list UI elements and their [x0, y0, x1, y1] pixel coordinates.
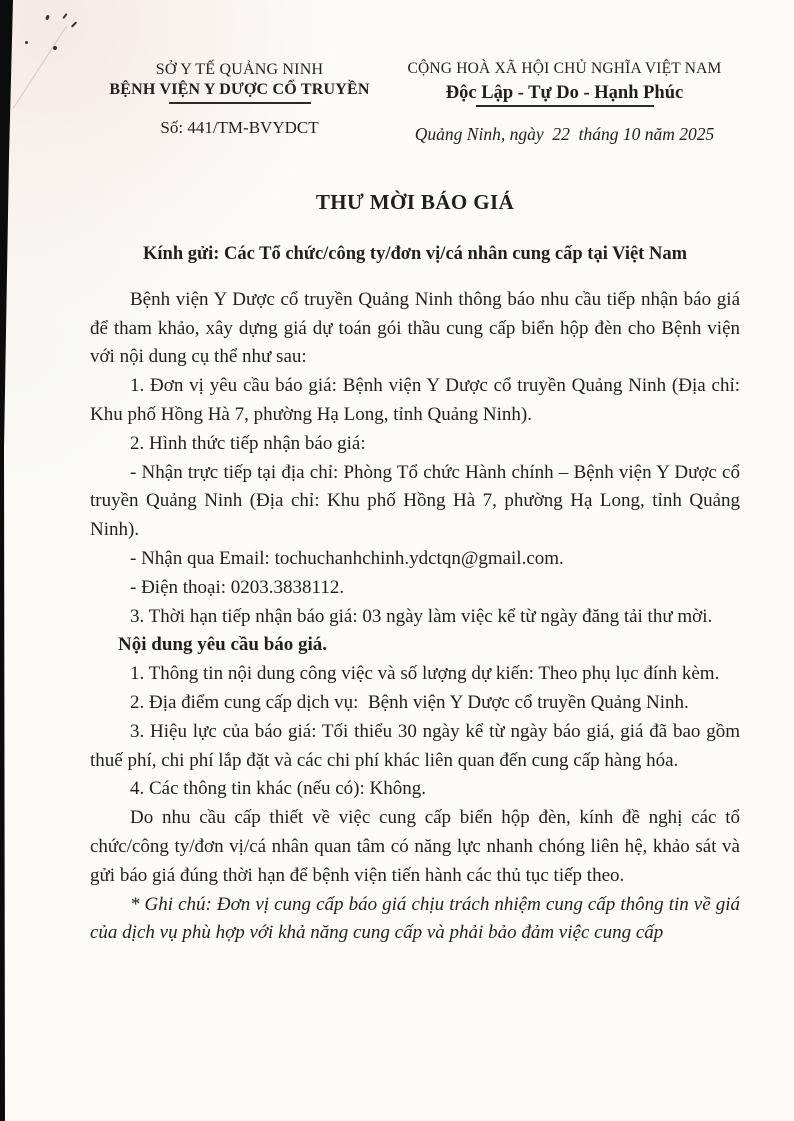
paragraph-item-2-receipt-method: 2. Hình thức tiếp nhận báo giá:: [130, 432, 366, 454]
national-heading-block: [389, 60, 740, 146]
national-motto-line2: Độc Lập - Tự Do - Hạnh Phúc: [445, 82, 684, 103]
paragraph-intro: Bệnh viện Y Dược cổ truyền Quảng Ninh thông báo nhu cầu tiếp nhận báo giá để tham khảo, xây dựng giá dự toán gói thầu cung cấp biển hộp đèn cho Bệnh viện với nội dung cụ thể như sau:: [90, 288, 740, 368]
paragraph-note: * Ghi chú: Đơn vị cung cấp báo giá chịu trách nhiệm cung cấp thông tin về giá của dịch vụ phù hợp với khả năng cung cấp và phải bảo đảm việc cung cấp: [90, 893, 740, 944]
org-name-underline: [169, 102, 311, 104]
motto-underline: [476, 105, 654, 107]
parent-org-name: SỞ Y TẾ QUẢNG NINH: [155, 61, 324, 78]
document-title: THƯ MỜI BÁO GIÁ: [315, 189, 515, 214]
paragraph-content-2-location: 2. Địa điểm cung cấp dịch vụ: Bệnh viện Y Dược cổ truyền Quảng Ninh.: [130, 691, 689, 713]
paragraph-receipt-direct: - Nhận trực tiếp tại địa chỉ: Phòng Tổ chức Hành chính – Bệnh viện Y Dược cổ truyền Quảng Ninh (Địa chỉ: Khu phố Hồng Hà 7, phường Hạ Long, tỉnh Quảng Ninh).: [90, 461, 740, 541]
paragraph-item-1-requesting-unit: 1. Đơn vị yêu cầu báo giá: Bệnh viện Y Dược cổ truyền Quảng Ninh (Địa chỉ: Khu phố Hồng Hà 7, phường Hạ Long, tỉnh Quảng Ninh).: [90, 375, 740, 425]
paragraph-closing-request: Do nhu cầu cấp thiết về việc cung cấp biển hộp đèn, kính đề nghị các tổ chức/công ty/đơn vị/cá nhân quan tâm có năng lực nhanh chóng liên hệ, khảo sát và gửi báo giá đúng thời hạn để bệnh viện tiến hành các thủ tục tiếp theo.: [90, 807, 740, 886]
paragraph-item-3-deadline: 3. Thời hạn tiếp nhận báo giá: 03 ngày làm việc kể từ ngày đăng tải thư mời.: [130, 605, 713, 627]
place-and-date: Quảng Ninh, ngày 22 tháng 10 năm 2025: [414, 124, 715, 145]
document-number: Số: 441/TM-BVYDCT: [160, 118, 319, 138]
paragraph-content-3-validity: 3. Hiệu lực của báo giá: Tối thiểu 30 ngày kể từ ngày báo giá, giá đã bao gồm thuế phí, chi phí lắp đặt và các chi phí khác liên quan đến cung cấp hàng hóa.: [90, 720, 740, 771]
national-motto-line1: CỘNG HOÀ XÃ HỘI CHỦ NGHĨA VIỆT NAM: [407, 60, 722, 77]
org-name: BỆNH VIỆN Y DƯỢC CỔ TRUYỀN: [109, 80, 370, 98]
paragraph-content-1-scope: 1. Thông tin nội dung công việc và số lượng dự kiến: Theo phụ lục đính kèm.: [130, 663, 720, 685]
document-header: [90, 60, 740, 146]
document-body: [90, 286, 740, 948]
section-heading-quotation-content: Nội dung yêu cầu báo giá.: [118, 634, 328, 656]
issuer-block: [90, 60, 389, 146]
paragraph-content-4-other-info: 4. Các thông tin khác (nếu có): Không.: [130, 778, 427, 800]
paragraph-receipt-phone: - Điện thoại: 0203.3838112.: [130, 576, 345, 598]
salutation-line: Kính gửi: Các Tổ chức/công ty/đơn vị/cá nhân cung cấp tại Việt Nam: [143, 243, 687, 264]
paragraph-receipt-email: - Nhận qua Email: tochuchanhchinh.ydctqn@gmail.com.: [130, 547, 564, 569]
